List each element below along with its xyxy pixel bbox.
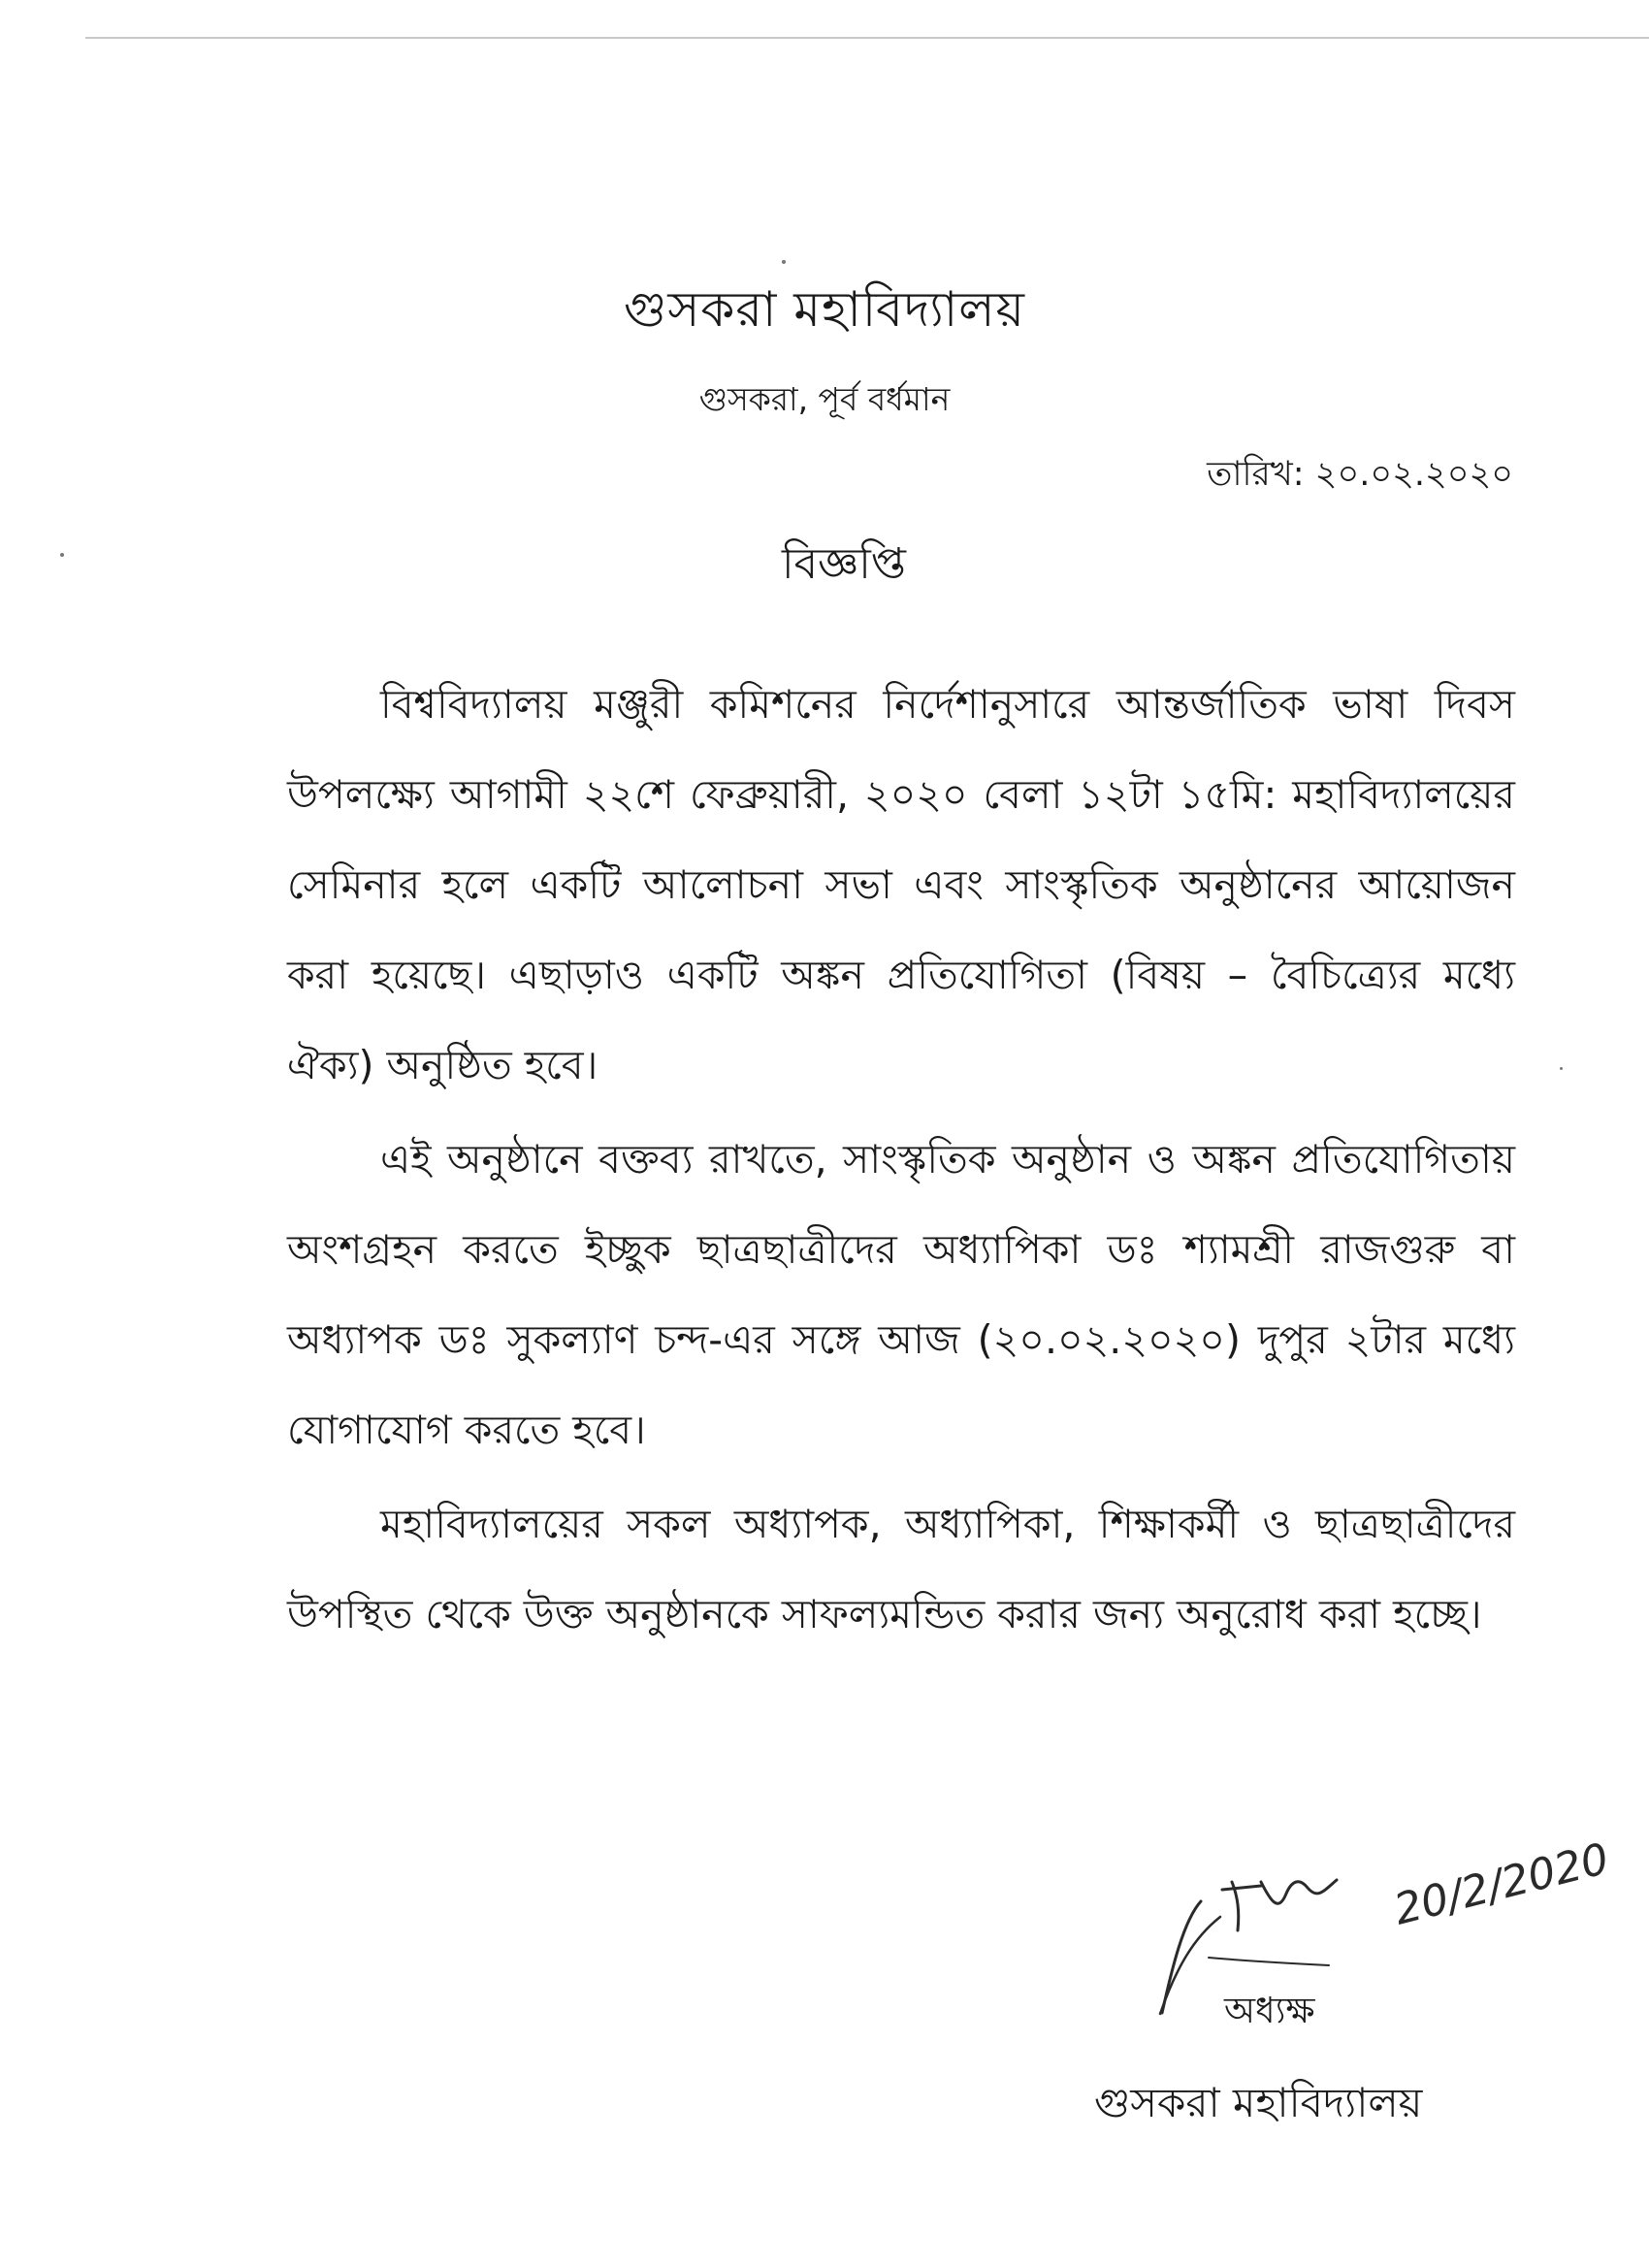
scan-speck bbox=[1560, 1067, 1563, 1070]
scan-speck bbox=[60, 553, 64, 557]
notice-heading: বিজ্ঞপ্তি bbox=[782, 539, 906, 589]
scan-speck bbox=[782, 260, 786, 264]
page-top-edge-line bbox=[85, 37, 1649, 39]
college-address: গুসকরা, পূর্ব বর্ধমান bbox=[698, 380, 951, 418]
notice-paragraph-1: বিশ্ববিদ্যালয় মঞ্জুরী কমিশনের নির্দেশানুসারে আন্তর্জাতিক ভাষা দিবস উপলক্ষ্যে আগামী ২২শে ফেব্রুয়ারী, ২০২০ বেলা ১২টা ১৫মি: মহাবিদ্যালয়ের সেমিনার হলে একটি আলোচনা সভা এবং সাংস্কৃতিক অনুষ্ঠানের আয়োজন করা হয়েছে। এছাড়াও একটি অঙ্কন প্রতিযোগিতা (বিষয় – বৈচিত্র্যের মধ্যে ঐক্য) অনুষ্ঠিত হবে। bbox=[287, 681, 1515, 1088]
signatory-designation: অধ্যক্ষ bbox=[1224, 1990, 1315, 2031]
college-title: গুসকরা মহাবিদ্যালয় bbox=[624, 281, 1025, 338]
signatory-college-name: গুসকরা মহাবিদ্যালয় bbox=[1094, 2079, 1423, 2126]
notice-date: তারিখ: ২০.০২.২০২০ bbox=[1207, 455, 1513, 494]
notice-paragraph-2: এই অনুষ্ঠানে বক্তব্য রাখতে, সাংস্কৃতিক অনুষ্ঠান ও অঙ্কন প্রতিযোগিতায় অংশগ্রহন করতে ইচ্ছুক ছাত্রছাত্রীদের অধ্যাপিকা ডঃ শ্যামশ্রী রাজগুরু বা অধ্যাপক ডঃ সুকল্যাণ চন্দ-এর সঙ্গে আজ (২০.০২.২০২০) দুপুর ২টার মধ্যে যোগাযোগ করতে হবে। bbox=[287, 1136, 1515, 1453]
handwritten-date: 20/2/2020 bbox=[1389, 1833, 1614, 1935]
handwritten-signature bbox=[1116, 1824, 1620, 2018]
signature-drawing bbox=[1116, 1824, 1620, 2018]
notice-paragraph-3: মহাবিদ্যালয়ের সকল অধ্যাপক, অধ্যাপিকা, শিক্ষাকর্মী ও ছাত্রছাত্রীদের উপস্থিত থেকে উক্ত অনুষ্ঠানকে সাফল্যমন্ডিত করার জন্য অনুরোধ করা হচ্ছে। bbox=[287, 1501, 1515, 1637]
notice-body bbox=[287, 660, 1515, 1660]
